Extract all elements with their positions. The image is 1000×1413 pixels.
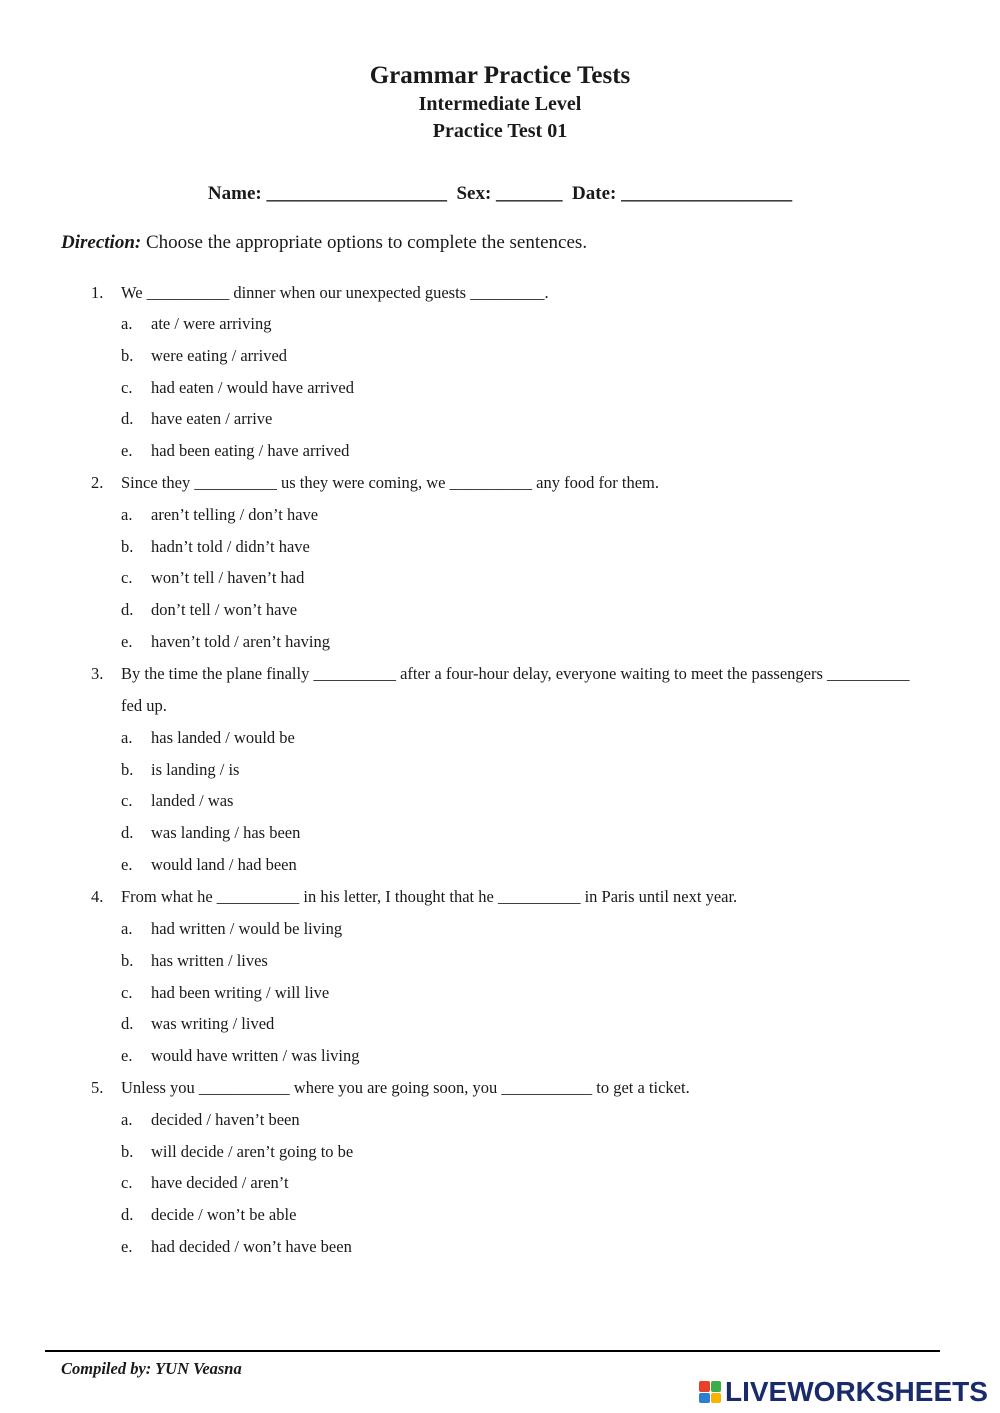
option-text: have decided / aren’t <box>151 1173 289 1192</box>
option-letter: b. <box>121 951 134 970</box>
level-subtitle: Intermediate Level <box>418 93 582 115</box>
logo-square-red <box>699 1381 710 1392</box>
option-letter: c. <box>121 1173 133 1192</box>
option-letter: c. <box>121 568 133 587</box>
option-5e[interactable] <box>121 1231 352 1263</box>
option-letter: a. <box>121 314 133 333</box>
option-3a[interactable] <box>121 722 295 754</box>
option-text: had decided / won’t have been <box>151 1237 352 1256</box>
question-4 <box>91 881 921 913</box>
option-text: don’t tell / won’t have <box>151 600 298 619</box>
question-2 <box>91 467 921 499</box>
option-4a[interactable] <box>121 913 342 945</box>
question-stem: By the time the plane finally __________ after a four-hour delay, everyone waiting to meet the passengers __________ fed up. <box>121 664 914 715</box>
option-letter: b. <box>121 346 134 365</box>
option-text: has written / lives <box>151 951 268 970</box>
option-4d[interactable] <box>121 1008 274 1040</box>
option-letter: a. <box>121 919 133 938</box>
option-text: had been eating / have arrived <box>151 441 350 460</box>
option-3c[interactable] <box>121 785 233 817</box>
option-letter: b. <box>121 1142 134 1161</box>
option-2d[interactable] <box>121 594 297 626</box>
option-text: decided / haven’t been <box>151 1110 300 1129</box>
option-text: has landed / would be <box>151 728 295 747</box>
option-4e[interactable] <box>121 1040 360 1072</box>
option-letter: d. <box>121 1014 134 1033</box>
liveworksheets-logo[interactable] <box>699 1377 988 1407</box>
option-letter: b. <box>121 537 134 556</box>
option-text: decide / won’t be able <box>151 1205 297 1224</box>
question-number: 3. <box>91 664 104 683</box>
option-letter: e. <box>121 441 133 460</box>
liveworksheets-icon <box>699 1381 721 1403</box>
option-5b[interactable] <box>121 1136 353 1168</box>
question-stem: Unless you ___________ where you are going soon, you ___________ to get a ticket. <box>121 1078 690 1097</box>
option-1e[interactable] <box>121 435 349 467</box>
option-text: is landing / is <box>151 760 240 779</box>
direction-text: Choose the appropriate options to complete the sentences. <box>141 232 588 253</box>
option-letter: c. <box>121 983 133 1002</box>
option-1c[interactable] <box>121 372 354 404</box>
option-letter: e. <box>121 632 133 651</box>
direction <box>61 232 587 254</box>
option-letter: e. <box>121 1237 133 1256</box>
option-text: was writing / lived <box>151 1014 275 1033</box>
option-letter: b. <box>121 760 134 779</box>
option-letter: d. <box>121 1205 134 1224</box>
option-5c[interactable] <box>121 1167 289 1199</box>
option-1d[interactable] <box>121 403 272 435</box>
question-number: 1. <box>91 283 104 302</box>
option-text: haven’t told / aren’t having <box>151 632 331 651</box>
option-text: had written / would be living <box>151 919 343 938</box>
option-letter: c. <box>121 378 133 397</box>
option-text: were eating / arrived <box>151 346 288 365</box>
option-letter: a. <box>121 505 133 524</box>
question-number: 5. <box>91 1078 104 1097</box>
compiled-by: Compiled by: YUN Veasna <box>61 1359 242 1378</box>
page-title: Grammar Practice Tests <box>369 62 631 89</box>
option-text: have eaten / arrive <box>151 409 273 428</box>
direction-label: Direction: <box>61 232 142 253</box>
test-subtitle: Practice Test 01 <box>432 120 568 142</box>
footer-divider <box>45 1350 940 1352</box>
option-2c[interactable] <box>121 562 304 594</box>
option-4b[interactable] <box>121 945 268 977</box>
option-3e[interactable] <box>121 849 297 881</box>
question-stem: From what he __________ in his letter, I thought that he __________ in Paris until next year. <box>121 887 738 906</box>
option-letter: a. <box>121 728 133 747</box>
option-letter: e. <box>121 1046 133 1065</box>
option-2b[interactable] <box>121 531 310 563</box>
option-letter: d. <box>121 823 134 842</box>
option-2e[interactable] <box>121 626 330 658</box>
logo-square-yellow <box>711 1393 722 1404</box>
student-fields: Name: ___________________ Sex: _______ Date: __________________ <box>207 183 793 204</box>
option-text: would have written / was living <box>151 1046 360 1065</box>
logo-text: LIVEWORKSHEETS <box>725 1376 988 1407</box>
option-3d[interactable] <box>121 817 300 849</box>
question-stem: We __________ dinner when our unexpected guests _________. <box>121 283 549 302</box>
option-2a[interactable] <box>121 499 318 531</box>
option-letter: a. <box>121 1110 133 1129</box>
option-text: hadn’t told / didn’t have <box>151 537 310 556</box>
option-5a[interactable] <box>121 1104 300 1136</box>
option-1a[interactable] <box>121 308 271 340</box>
option-text: would land / had been <box>151 855 297 874</box>
question-number: 2. <box>91 473 104 492</box>
option-text: aren’t telling / don’t have <box>151 505 319 524</box>
option-text: landed / was <box>151 791 234 810</box>
question-5 <box>91 1072 921 1104</box>
option-text: had eaten / would have arrived <box>151 378 354 397</box>
option-3b[interactable] <box>121 754 239 786</box>
option-5d[interactable] <box>121 1199 296 1231</box>
option-text: will decide / aren’t going to be <box>151 1142 354 1161</box>
logo-square-green <box>711 1381 722 1392</box>
option-text: had been writing / will live <box>151 983 330 1002</box>
option-letter: e. <box>121 855 133 874</box>
option-text: ate / were arriving <box>151 314 272 333</box>
option-letter: d. <box>121 409 134 428</box>
option-4c[interactable] <box>121 977 329 1009</box>
question-stem: Since they __________ us they were coming, we __________ any food for them. <box>121 473 659 492</box>
option-text: won’t tell / haven’t had <box>151 568 305 587</box>
option-letter: c. <box>121 791 133 810</box>
option-text: was landing / has been <box>151 823 301 842</box>
option-1b[interactable] <box>121 340 287 372</box>
option-letter: d. <box>121 600 134 619</box>
logo-square-blue <box>699 1393 710 1404</box>
question-3 <box>91 658 921 722</box>
question-1 <box>91 277 921 309</box>
question-number: 4. <box>91 887 104 906</box>
